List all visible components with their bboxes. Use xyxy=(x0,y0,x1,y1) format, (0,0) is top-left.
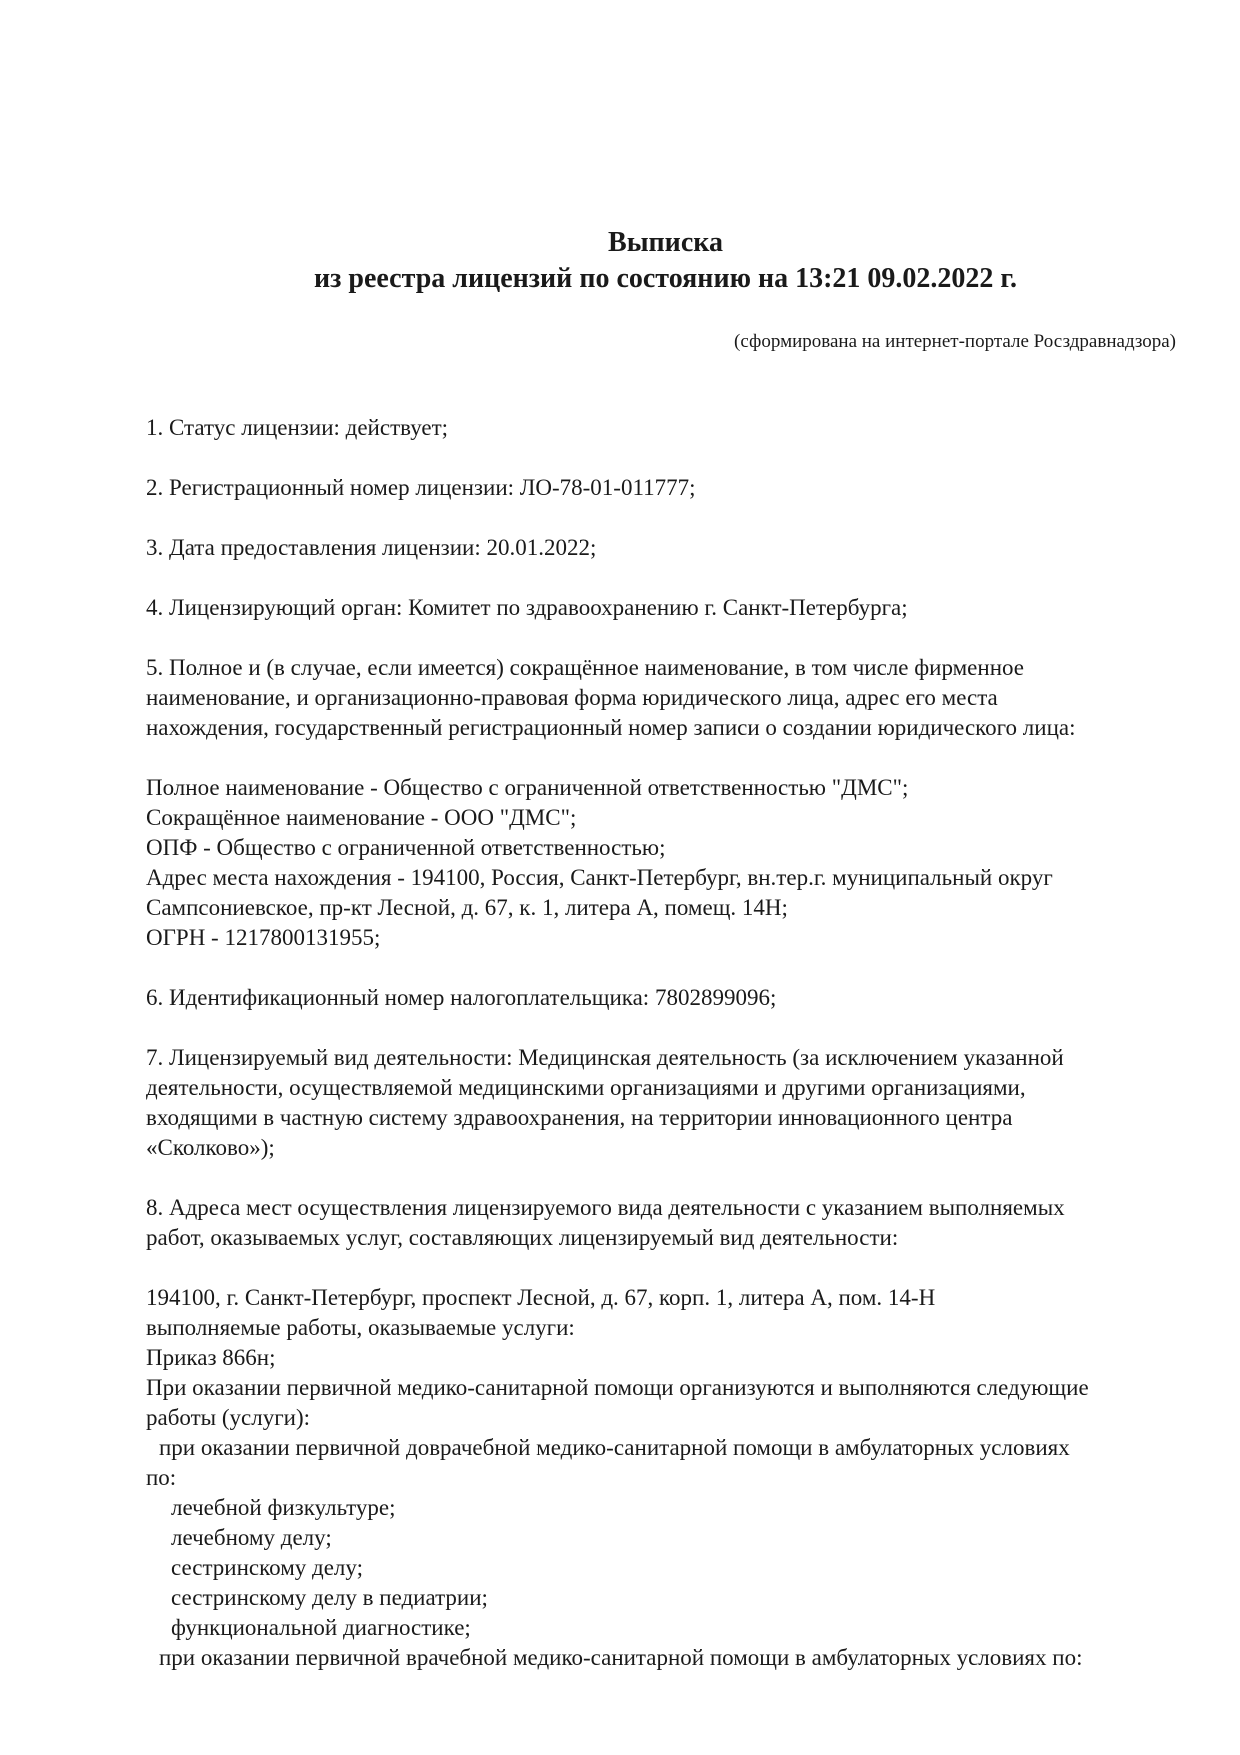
address-line: Адрес места нахождения - 194100, Россия, Санкт-Петербург, вн.тер.г. муниципальный округ xyxy=(146,865,1053,890)
inn-line: 6. Идентификационный номер налогоплательщика: 7802899096; xyxy=(146,985,777,1010)
document-body xyxy=(146,413,1176,1673)
vrach-heading-line: при оказании первичной врачебной медико-санитарной помощи в амбулаторных условиях по: xyxy=(159,1645,1083,1670)
addresses-heading-line: 8. Адреса мест осуществления лицензируемого вида деятельности с указанием выполняемых xyxy=(146,1195,1065,1220)
license-reg-number: 2. Регистрационный номер лицензии: ЛО-78-01-011777; xyxy=(146,475,696,500)
address-block-line: При оказании первичной медико-санитарной помощи организуются и выполняются следующие xyxy=(146,1375,1089,1400)
service-item: сестринскому делу; xyxy=(171,1555,363,1580)
activity-line: «Сколково»); xyxy=(146,1135,275,1160)
activity-line: входящими в частную систему здравоохранения, на территории инновационного центра xyxy=(146,1105,1013,1130)
source-note: (сформирована на интернет-портале Росздравнадзора) xyxy=(734,331,1176,352)
licensing-authority: 4. Лицензирующий орган: Комитет по здравоохранению г. Санкт-Петербурга; xyxy=(146,595,908,620)
document-title: Выписка xyxy=(608,227,723,258)
name-heading-line: 5. Полное и (в случае, если имеется) сокращённое наименование, в том числе фирменное xyxy=(146,655,1024,680)
ogrn-line: ОГРН - 1217800131955; xyxy=(146,925,381,950)
prevrach-heading-line: по: xyxy=(146,1465,177,1490)
document-subtitle-title: из реестра лицензий по состоянию на 13:21 09.02.2022 г. xyxy=(314,263,1017,294)
address-block-line: выполняемые работы, оказываемые услуги: xyxy=(146,1315,575,1340)
license-status: 1. Статус лицензии: действует; xyxy=(146,415,449,440)
addresses-heading-line: работ, оказываемых услуг, составляющих лицензируемый вид деятельности: xyxy=(146,1225,899,1250)
service-item: функциональной диагностике; xyxy=(171,1615,471,1640)
address-block-line: Приказ 866н; xyxy=(146,1345,276,1370)
address-block-line: 194100, г. Санкт-Петербург, проспект Лесной, д. 67, корп. 1, литера А, пом. 14-Н xyxy=(146,1285,936,1310)
service-item: лечебному делу; xyxy=(171,1525,332,1550)
service-item: сестринскому делу в педиатрии; xyxy=(171,1585,488,1610)
name-heading-line: нахождения, государственный регистрационный номер записи о создании юридического лица: xyxy=(146,715,1076,740)
activity-line: 7. Лицензируемый вид деятельности: Медицинская деятельность (за исключением указанной xyxy=(146,1045,1064,1070)
service-item: лечебной физкультуре; xyxy=(171,1495,396,1520)
prevrach-heading-line: при оказании первичной доврачебной медико-санитарной помощи в амбулаторных условиях xyxy=(159,1435,1070,1460)
short-name-line: Сокращённое наименование - ООО "ДМС"; xyxy=(146,805,577,830)
license-date: 3. Дата предоставления лицензии: 20.01.2022; xyxy=(146,535,597,560)
full-name-line: Полное наименование - Общество с ограниченной ответственностью "ДМС"; xyxy=(146,775,909,800)
legal-form-line: ОПФ - Общество с ограниченной ответственностью; xyxy=(146,835,666,860)
name-heading-line: наименование, и организационно-правовая форма юридического лица, адрес его места xyxy=(146,685,998,710)
address-block-line: работы (услуги): xyxy=(146,1405,310,1430)
address-line: Сампсониевское, пр-кт Лесной, д. 67, к. 1, литера А, помещ. 14Н; xyxy=(146,895,788,920)
activity-line: деятельности, осуществляемой медицинскими организациями и другими организациями, xyxy=(146,1075,1026,1100)
